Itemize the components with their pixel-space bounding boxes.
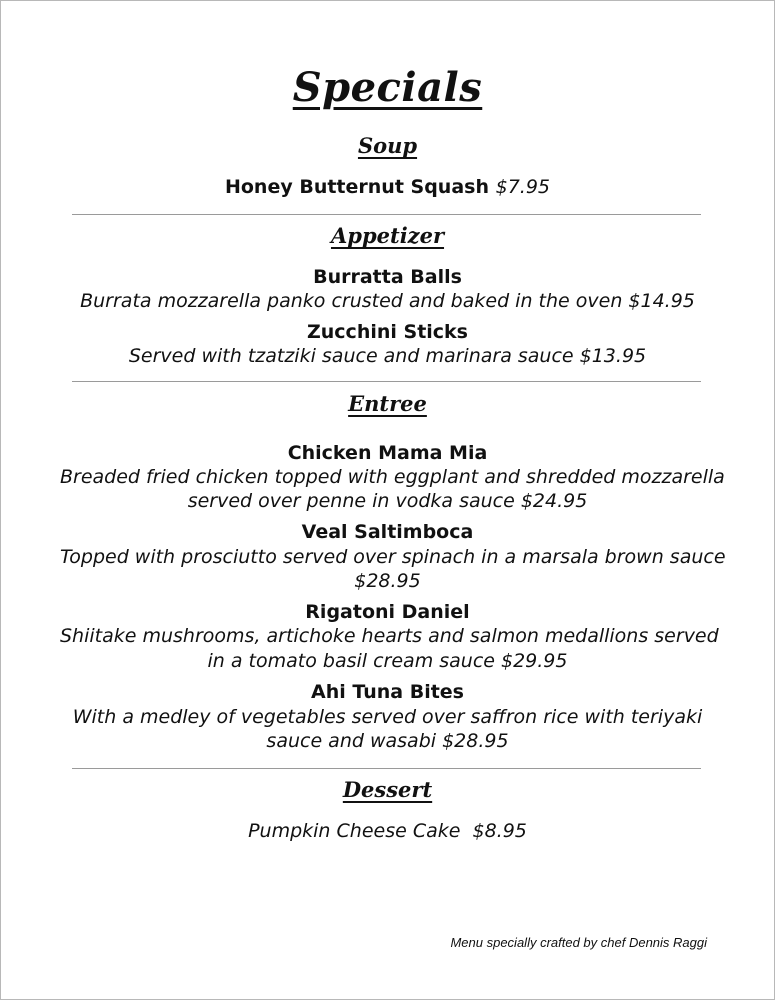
entree-item-description-2a: Topped with prosciutto served over spinach in a marsala brown sauce: [60, 546, 726, 568]
entree-item-description-4a: With a medley of vegetables served over saffron rice with teriyaki: [72, 706, 703, 728]
appetizer-item-description-1: Burrata mozzarella panko crusted and baked in the oven $14.95: [80, 290, 695, 312]
entree-item-description-1b: served over penne in vodka sauce $24.95: [187, 490, 588, 512]
dessert-item: Pumpkin Cheese Cake $8.95: [248, 820, 527, 842]
entree-item-name-1: Chicken Mama Mia: [287, 442, 488, 464]
section-divider-2: [72, 381, 701, 382]
section-heading-dessert: Dessert: [342, 777, 433, 802]
section-heading-appetizer: Appetizer: [330, 223, 445, 248]
section-heading-soup: Soup: [357, 133, 418, 158]
entree-item-description-2b: $28.95: [354, 570, 421, 592]
entree-item-description-3b: in a tomato basil cream sauce $29.95: [207, 650, 568, 672]
soup-item: [0, 175, 775, 199]
appetizer-item-name-1: Burratta Balls: [313, 266, 462, 288]
entree-item-description-4b: sauce and wasabi $28.95: [266, 730, 509, 752]
appetizer-item-description-2: Served with tzatziki sauce and marinara sauce $13.95: [128, 345, 647, 367]
appetizer-item-name-2: Zucchini Sticks: [306, 321, 468, 343]
section-divider-1: [72, 214, 701, 215]
soup-item-name: Honey Butternut Squash: [224, 176, 489, 198]
soup-item-price: $7.95: [495, 176, 551, 198]
entree-item-description-1a: Breaded fried chicken topped with eggplant and shredded mozzarella: [60, 466, 725, 488]
entree-item-name-4: Ahi Tuna Bites: [311, 681, 464, 703]
page-title: Specials: [292, 64, 483, 111]
section-divider-3: [72, 768, 701, 769]
entree-item-name-3: Rigatoni Daniel: [305, 601, 470, 623]
entree-item-name-2: Veal Saltimboca: [301, 521, 474, 543]
entree-item-description-3a: Shiitake mushrooms, artichoke hearts and salmon medallions served: [60, 625, 719, 647]
section-heading-entree: Entree: [348, 391, 427, 416]
chef-credit: Menu specially crafted by chef Dennis Raggi: [450, 935, 707, 950]
